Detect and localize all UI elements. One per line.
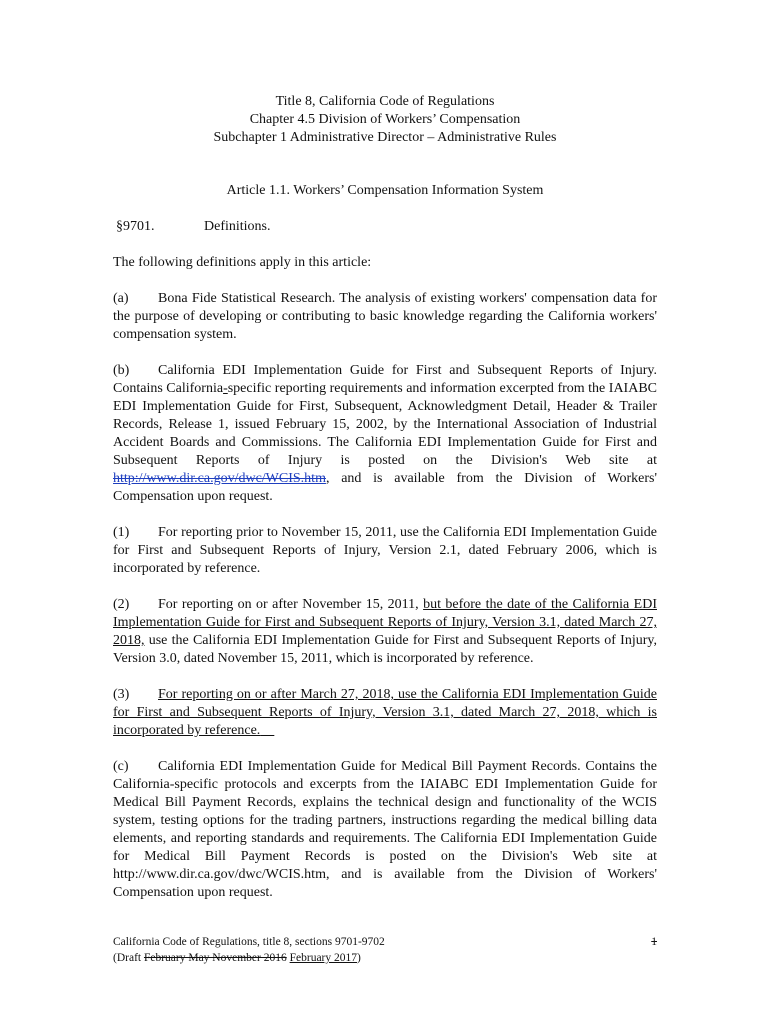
page-number: 1	[651, 936, 657, 948]
wcis-web-link[interactable]: http://www.dir.ca.gov/dwc/WCIS.htm	[113, 471, 326, 486]
inserted-text: but before the date of the California EDI Implementation Guide for First and Subsequent Reports of Injury, Version 3.1, dated March 27, 2018,	[113, 597, 657, 648]
paragraph-label: (b)	[113, 363, 130, 378]
paragraph-text: For reporting on or after March 27, 2018, use the California EDI Implementation Guide for First and Subsequent Reports of Injury, Version 3.1, dated March 27, 2018, which is incorporated by reference.	[113, 687, 657, 738]
paragraph-text: California EDI Implementation Guide for Medical Bill Payment Records. Contains the California-specific protocols and excerpts from the IAIABC EDI Implementation Guide for Medical Bill Payment Records, explains the technical design and functionality of the WCIS system, testing options for the trading partners, instructions regarding the medical billing data elements, and reporting standards and requirements. The California EDI Implementation Guide for Medical Bill Payment Records is posted on the Division's Web site at http://www.dir.ca.gov/dwc/WCIS.htm, and is available from the Division of Workers' Compensation upon request.	[113, 759, 657, 900]
section-heading	[113, 218, 657, 236]
regulation-header	[113, 93, 657, 147]
page-footer	[113, 934, 657, 966]
header-title: Title 8, California Code of Regulations	[275, 94, 495, 109]
paragraph-1	[113, 524, 657, 578]
paragraph-label: (2)	[113, 597, 130, 612]
draft-open: (Draft	[113, 952, 144, 964]
footer-draft-line	[113, 950, 657, 966]
paragraph-3-inserted	[113, 686, 657, 740]
document-page	[113, 93, 657, 902]
article-title: Article 1.1. Workers’ Compensation Information System	[226, 183, 544, 198]
section-number: §9701.	[116, 219, 155, 234]
paragraph-text: specific reporting requirements and information excerpted from the IAIABC EDI Implementation Guide for First, Subsequent, Acknowledgment Detail, Header & Trailer Records, Release 1, issued February 15, 2002, by the International Association of Industrial Accident Boards and Commissions. The California EDI Implementation Guide for First and Subsequent Reports of Injury is posted on the Division's Web site at	[113, 381, 658, 468]
paragraph-text: California EDI Implementation Guide for First and Subsequent Reports of Injury. Contains California	[113, 363, 657, 396]
paragraph-c	[113, 758, 657, 902]
footer-citation: California Code of Regulations, title 8, sections 9701-9702	[113, 936, 385, 948]
paragraph-label: (c)	[113, 759, 129, 774]
inserted-date: February 2017	[289, 952, 357, 964]
paragraph-text: use the California EDI Implementation Guide for First and Subsequent Reports of Injury, Version 3.0, dated November 15, 2011, which is incorporated by reference.	[113, 633, 657, 666]
inserted-hyphen: -	[223, 381, 228, 396]
paragraph-label: (a)	[113, 291, 129, 306]
intro-text: The following definitions apply in this article:	[113, 255, 372, 270]
paragraph-label: (3)	[113, 687, 130, 702]
paragraph-2	[113, 596, 657, 668]
paragraph-b	[113, 362, 657, 506]
paragraph-text: , and is available from the Division of Workers' Compensation upon request.	[113, 471, 657, 504]
header-chapter: Chapter 4.5 Division of Workers’ Compensation	[249, 112, 521, 127]
deleted-date: February May November 2016	[143, 952, 287, 964]
draft-close: )	[357, 952, 361, 964]
header-subchapter: Subchapter 1 Administrative Director – Administrative Rules	[213, 130, 557, 145]
section-title: Definitions.	[204, 219, 271, 234]
paragraph-text: For reporting on or after November 15, 2011,	[158, 597, 424, 612]
paragraph-label: (1)	[113, 525, 130, 540]
paragraph-a	[113, 290, 657, 344]
paragraph-text: For reporting prior to November 15, 2011, use the California EDI Implementation Guide for First and Subsequent Reports of Injury, Version 2.1, dated February 2006, which is incorporated by reference.	[113, 525, 657, 576]
paragraph-text: Bona Fide Statistical Research. The analysis of existing workers' compensation data for the purpose of developing or contributing to basic knowledge regarding the California workers' compensation system.	[113, 291, 657, 342]
